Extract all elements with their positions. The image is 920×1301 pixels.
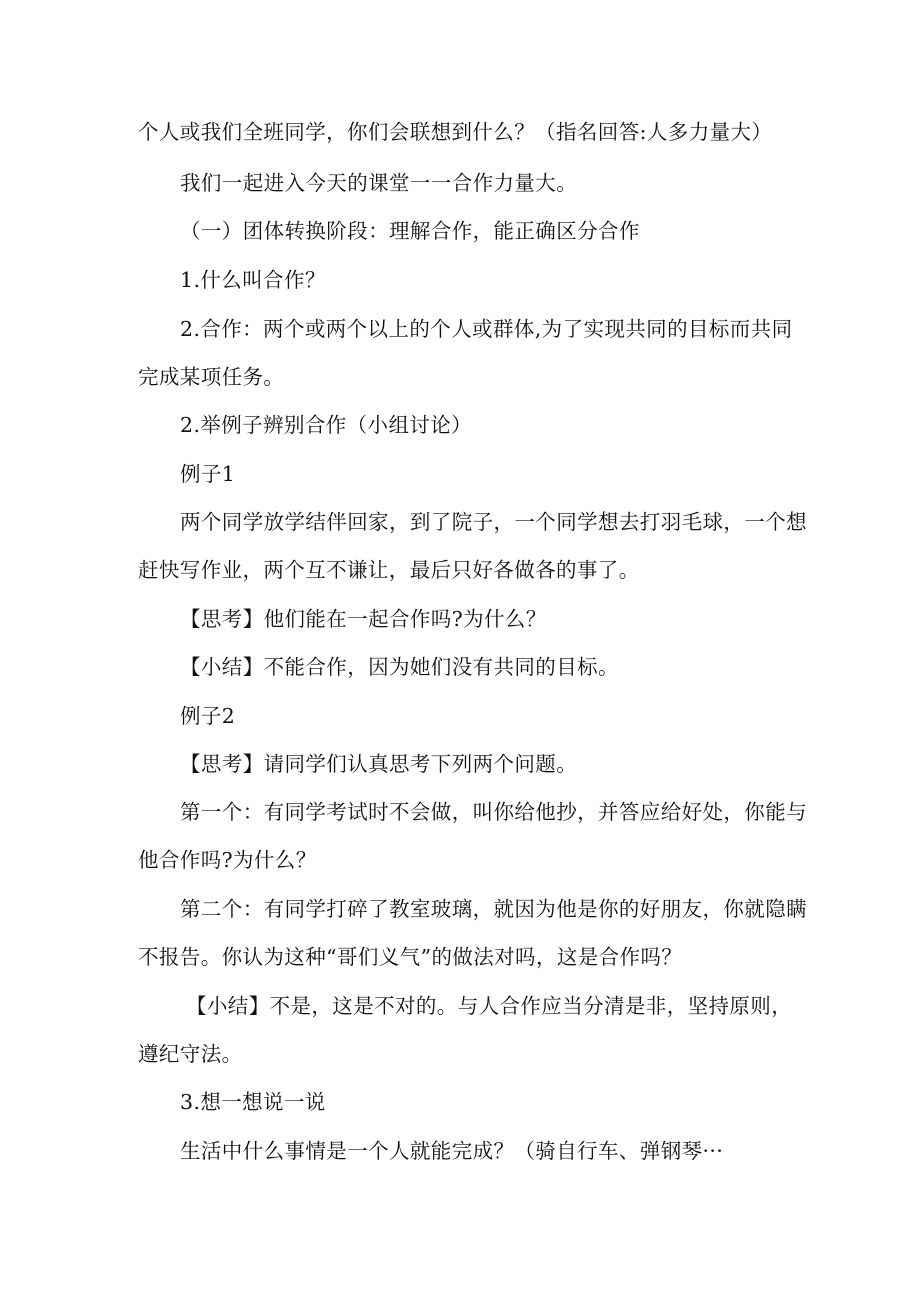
text-line: 例子1 [180, 462, 236, 486]
text-line: 两个同学放学结伴回家，到了院子，一个同学想去打羽毛球，一个想 [180, 510, 807, 534]
text-line: 例子2 [180, 704, 236, 728]
text-line: 【思考】他们能在一起合作吗?为什么？ [180, 607, 547, 631]
text-line: 第一个：有同学考试时不会做，叫你给他抄，并答应给好处，你能与 [180, 800, 807, 824]
text-line: 生活中什么事情是一个人就能完成？（骑自行车、弹钢琴··· [180, 1139, 724, 1163]
text-line: 2.举例子辨别合作（小组讨论） [180, 413, 473, 437]
text-line: 遵纪守法。 [138, 1042, 243, 1066]
section-heading: （一）团体转换阶段：理解合作，能正确区分合作 [180, 219, 640, 243]
text-line: 【小结】不能合作，因为她们没有共同的目标。 [180, 655, 619, 679]
text-line: 我们一起进入今天的课堂一一合作力量大。 [180, 171, 578, 195]
text-line: 赶快写作业，两个互不谦让，最后只好各做各的事了。 [138, 558, 640, 582]
text-line: 3.想一想说一说 [180, 1090, 326, 1114]
text-line: 1.什么叫合作？ [180, 268, 326, 292]
text-line: 2.合作：两个或两个以上的个人或群体,为了实现共同的目标而共同 [180, 317, 793, 341]
text-line: 第二个：有同学打碎了教室玻璃，就因为他是你的好朋友，你就隐瞒 [180, 897, 807, 921]
text-line: 【小结】不是，这是不对的。与人合作应当分清是非，坚持原则， [186, 994, 793, 1018]
text-line: 完成某项任务。 [138, 365, 285, 389]
text-line: 个人或我们全班同学，你们会联想到什么？（指名回答:人多力量大） [138, 120, 773, 144]
text-line: 【思考】请同学们认真思考下列两个问题。 [180, 752, 578, 776]
text-line: 他合作吗?为什么？ [138, 848, 317, 872]
text-line: 不报告。你认为这种“哥们义气”的做法对吗，这是合作吗？ [138, 945, 683, 969]
